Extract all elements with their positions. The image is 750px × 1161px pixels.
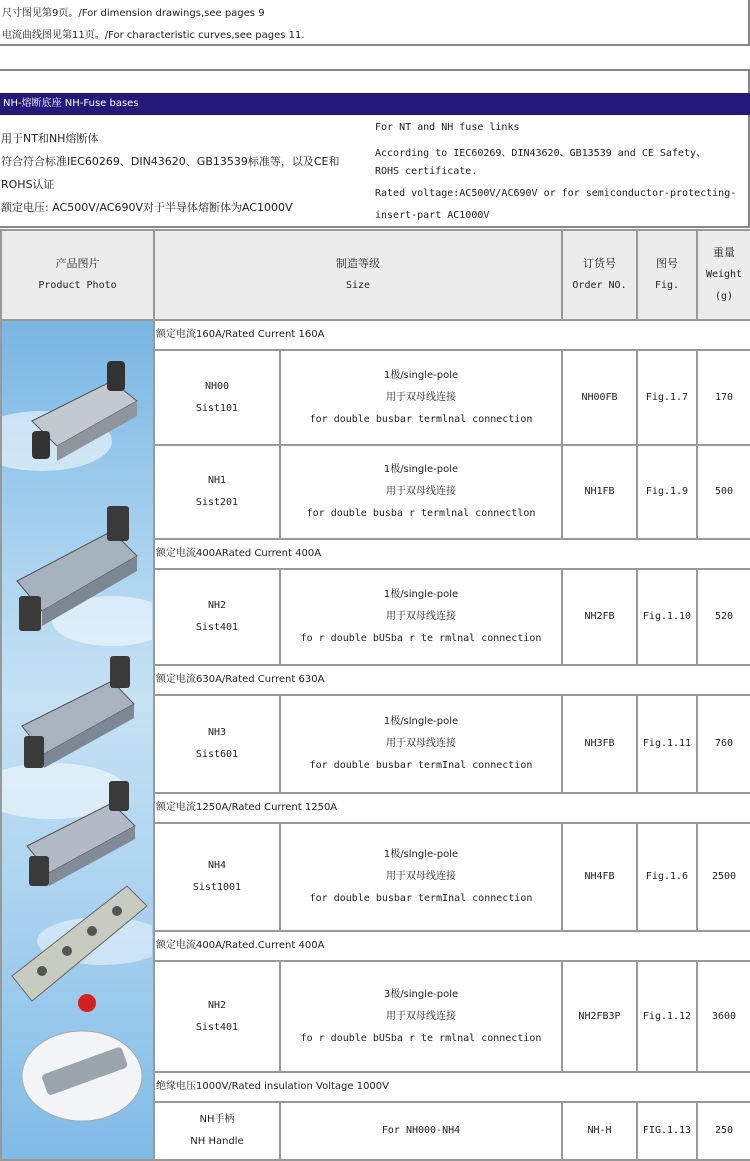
header-fig: 图号 Fig. [637,230,697,320]
weight-cell: 500 [697,445,750,539]
fig-cell: Fig.1.12 [637,961,697,1072]
desc-en-line: Rated voltage:AC500V/AC690V or for semiconductor-protecting- [375,188,737,199]
model-cell: NH手柄 NH Handle [154,1102,280,1160]
header-order: 订货号 Order NO. [562,230,637,320]
desc-zh-line: ROHS认证 [1,178,55,191]
weight-cell: 250 [697,1102,750,1160]
fig-cell: Fig.1.10 [637,569,697,665]
desc-en-line: For NT and NH fuse links [375,122,520,133]
fig-cell: Fig.1.11 [637,695,697,793]
order-cell: NH00FB [562,350,637,445]
section-label: 额定电流400ARated Current 400A [154,539,750,569]
order-cell: NH3FB [562,695,637,793]
order-cell: NH-H [562,1102,637,1160]
spec-cell: 1极/single-pole 用于双母线连接 for double busba r termlnal connectlon [280,445,562,539]
product-photo-column [1,320,154,1160]
desc-zh-line: 符合符合标准IEC60269、DIN43620、GB13539标准等，以及CE和 [1,155,340,168]
desc-zh-line: 用于NT和NH熔断体 [1,132,99,145]
header-size: 制造等级 Size [154,230,562,320]
desc-en-line: ROHS certificate. [375,166,478,177]
fuse-handle [22,994,142,1121]
desc-zh-line: 额定电压: AC500V/AC690V对于半导体熔断体为AC1000V [1,201,293,214]
product-table [0,229,750,1161]
order-cell: NH1FB [562,445,637,539]
header-weight: 重量 Weight (g) [697,230,750,320]
order-cell: NH2FB [562,569,637,665]
spec-cell: For NH000-NH4 [280,1102,562,1160]
weight-cell: 170 [697,350,750,445]
section-label: 额定电流630A/Rated Current 630A [154,665,750,695]
notes-box [0,0,750,46]
spec-cell: 1极/single-pole 用于双母线连接 for double busbar termlnal connection [280,350,562,445]
curves-note: 电流曲线图见第11页。/For characteristic curves,see pages 11. [2,30,305,41]
table-header-row [1,230,750,320]
description-block [0,115,750,228]
fuse-bases-photo [2,321,152,1145]
model-cell: NH2 Sist401 [154,961,280,1072]
model-cell: NH4 Sist1001 [154,823,280,931]
fig-cell: FIG.1.13 [637,1102,697,1160]
header-photo: 产品图片 Product Photo [1,230,154,320]
weight-cell: 760 [697,695,750,793]
weight-cell: 520 [697,569,750,665]
model-cell: NH3 Sist601 [154,695,280,793]
desc-en-line: According to IEC60269、DIN43620、GB13539 and CE Safety、 [375,148,707,159]
order-cell: NH4FB [562,823,637,931]
spec-cell: 1极/slngle-pole 用于双母线连接 for double busbar termInal connection [280,695,562,793]
section-banner: NH-熔断底座 NH-Fuse bases [0,93,750,115]
spacer-box [0,69,750,93]
spec-cell: 3极/single-pole 用于双母线连接 fo r double bUSba r te rmlnal connection [280,961,562,1072]
dimension-note: 尺寸图见第9页。/For dimension drawings,see pages 9 [2,8,265,19]
spec-cell: 1极/slngle-pole 用于双母线连接 for double busbar termInal connection [280,823,562,931]
section-label: 额定电流1250A/Rated Current 1250A [154,793,750,823]
fuse-base-nh2 [22,656,134,768]
weight-cell: 2500 [697,823,750,931]
fig-cell: Fig.1.7 [637,350,697,445]
model-cell: NH00 Sist101 [154,350,280,445]
order-cell: NH2FB3P [562,961,637,1072]
section-label: 绝缘电压1000V/Rated insulation Voltage 1000V [154,1072,750,1102]
model-cell: NH2 Sist401 [154,569,280,665]
model-cell: NH1 Sist201 [154,445,280,539]
fig-cell: Fig.1.9 [637,445,697,539]
section-label: 额定电流400A/Rated.Current 400A [154,931,750,961]
weight-cell: 3600 [697,961,750,1072]
desc-en-line: insert-part AC1000V [375,210,490,221]
section-label: 额定电流160A/Rated Current 160A [154,320,750,350]
spec-cell: 1极/single-pole 用于双母线连接 fo r double bUSba r te rmlnal connection [280,569,562,665]
fig-cell: Fig.1.6 [637,823,697,931]
